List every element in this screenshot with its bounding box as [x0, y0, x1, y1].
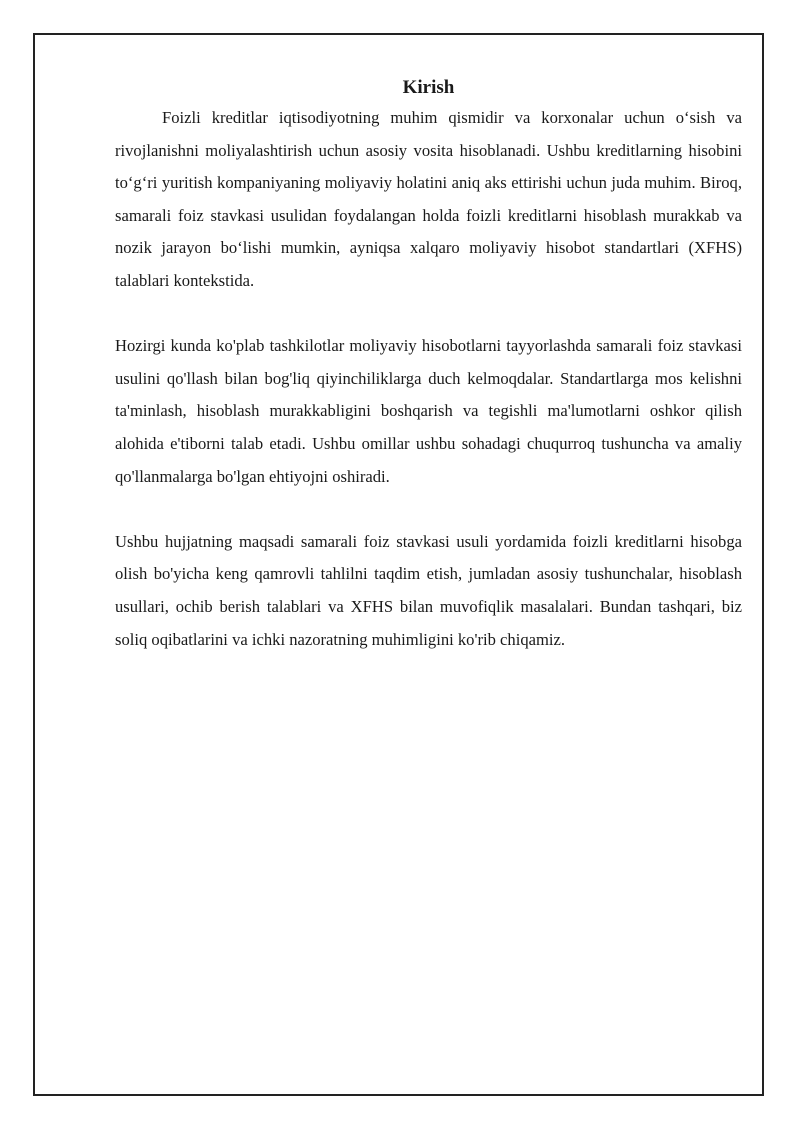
page-title: Kirish — [402, 77, 455, 98]
paragraph-intro: Foizli kreditlar iqtisodiyotning muhim qismidir va korxonalar uchun o‘sish va rivojlanishni moliyalashtirish uchun asosiy vosita hisoblanadi. Ushbu kreditlarning hisobini to‘g‘ri yuritish kompaniyaning moliyaviy holatini aniq aks ettirishi uchun juda muhim. Biroq, samarali foiz stavkasi usulidan foydalangan holda foizli kreditlarni hisoblash murakkab va nozik jarayon bo‘lishi mumkin, ayniqsa xalqaro moliyaviy hisobot standartlari (XFHS) talablari kontekstida. — [115, 108, 742, 290]
paragraph-spacer — [115, 493, 742, 526]
paragraph-spacer — [115, 298, 742, 331]
paragraph-challenges: Hozirgi kunda ko'plab tashkilotlar moliyaviy hisobotlarni tayyorlashda samarali foiz stavkasi usulini qo'llash bilan bog'liq qiyinchiliklarga duch kelmoqdalar. Standartlarga mos kelishni ta'minlash, hisoblash murakkabligini boshqarish va tegishli ma'lumotlarni oshkor qilish alohida e'tiborni talab etadi. Ushbu omillar ushbu sohadagi chuqurroq tushuncha va amaliy qo'llanmalarga bo'lgan ehtiyojni oshiradi. — [115, 336, 742, 486]
document-body — [115, 76, 742, 656]
paragraph-purpose: Ushbu hujjatning maqsadi samarali foiz stavkasi usuli yordamida foizli kreditlarni hisobga olish bo'yicha keng qamrovli tahlilni taqdim etish, jumladan asosiy tushunchalar, hisoblash usullari, ochib berish talablari va XFHS bilan muvofiqlik masalalari. Bundan tashqari, biz soliq oqibatlarini va ichki nazoratning muhimligini ko'rib chiqamiz. — [115, 531, 742, 649]
